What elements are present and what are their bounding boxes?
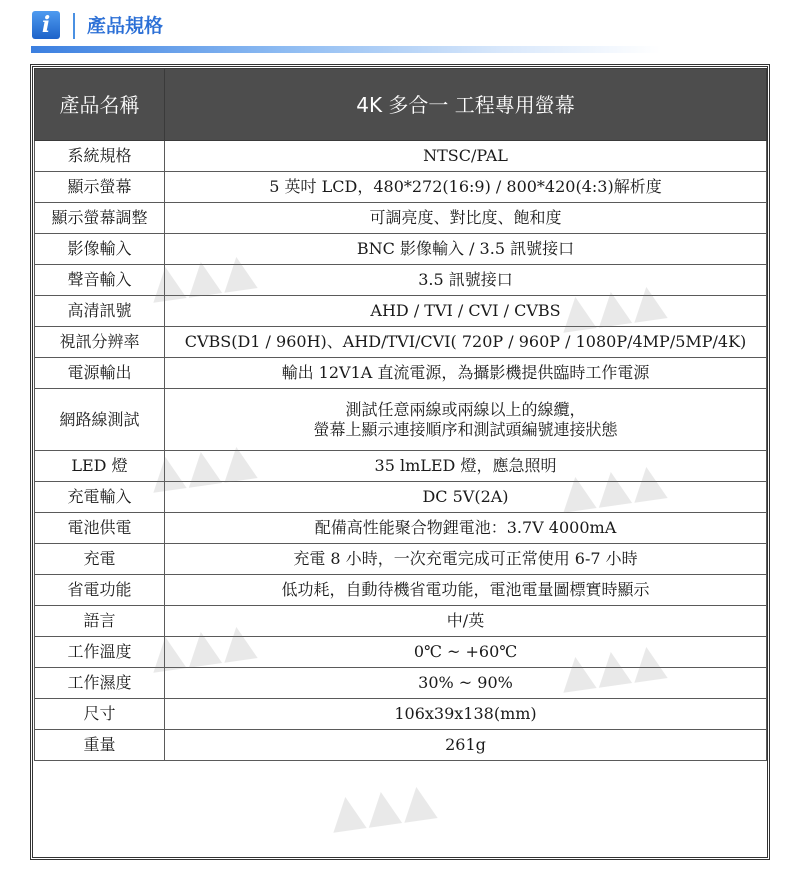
row-value: 低功耗，自動待機省電功能，電池電量圖標實時顯示 xyxy=(165,575,767,606)
header-label: 產品名稱 xyxy=(35,69,165,141)
table-row xyxy=(35,327,767,358)
section-title: 產品規格 xyxy=(87,15,164,37)
row-label: 重量 xyxy=(35,730,165,761)
row-value: 5 英吋 LCD，480*272(16:9) / 800*420(4:3)解析度 xyxy=(165,172,767,203)
row-value: CVBS(D1 / 960H)、AHD/TVI/CVI( 720P / 960P / 1080P/4MP/5MP/4K) xyxy=(165,327,767,358)
row-label: 網路線測試 xyxy=(35,389,165,451)
table-header-row xyxy=(35,69,767,141)
watermark-mark: ▲▲▲ xyxy=(146,612,261,679)
table-row xyxy=(35,699,767,730)
watermark-mark: ▲▲▲ xyxy=(146,242,261,309)
row-value-line: 螢幕上顯示連接順序和測試頭編號連接狀態 xyxy=(313,419,618,439)
row-value: 中/英 xyxy=(165,606,767,637)
row-value: BNC 影像輸入 / 3.5 訊號接口 xyxy=(165,234,767,265)
row-label: 充電 xyxy=(35,544,165,575)
table-row xyxy=(35,513,767,544)
table-row xyxy=(35,451,767,482)
table-row xyxy=(35,389,767,451)
row-value: 0℃ ~ +60℃ xyxy=(165,637,767,668)
watermark-mark: ▲▲▲ xyxy=(146,432,261,499)
header-underline xyxy=(31,46,661,53)
row-value: 261g xyxy=(165,730,767,761)
table-row xyxy=(35,265,767,296)
row-value: 充電 8 小時，一次充電完成可正常使用 6-7 小時 xyxy=(165,544,767,575)
table-row xyxy=(35,606,767,637)
row-value: NTSC/PAL xyxy=(165,141,767,172)
watermark-mark: ▲▲▲ xyxy=(556,452,671,519)
row-value: 30% ~ 90% xyxy=(165,668,767,699)
table-row xyxy=(35,358,767,389)
row-label: 電池供電 xyxy=(35,513,165,544)
header-product-name: 4K 多合一 工程專用螢幕 xyxy=(165,69,767,141)
table-row xyxy=(35,172,767,203)
row-label: 系統規格 xyxy=(35,141,165,172)
table-row xyxy=(35,544,767,575)
spec-table xyxy=(34,68,767,761)
row-value: 35 lmLED 燈，應急照明 xyxy=(165,451,767,482)
table-row xyxy=(35,637,767,668)
watermark-mark: ▲▲▲ xyxy=(556,272,671,339)
row-label: 語言 xyxy=(35,606,165,637)
table-row xyxy=(35,668,767,699)
table-row xyxy=(35,141,767,172)
row-label: 影像輸入 xyxy=(35,234,165,265)
row-value: 106x39x138(mm) xyxy=(165,699,767,730)
row-value: AHD / TVI / CVI / CVBS xyxy=(165,296,767,327)
info-icon: i xyxy=(32,11,60,39)
table-row xyxy=(35,234,767,265)
row-value-line: 測試任意兩線或兩線以上的線纜， xyxy=(345,399,586,419)
row-label: 電源輸出 xyxy=(35,358,165,389)
row-label: 高清訊號 xyxy=(35,296,165,327)
row-label: 工作濕度 xyxy=(35,668,165,699)
row-value xyxy=(165,389,767,451)
row-label: 顯示螢幕調整 xyxy=(35,203,165,234)
watermark-mark: ▲▲▲ xyxy=(326,772,441,839)
table-row xyxy=(35,482,767,513)
header-divider xyxy=(73,13,75,39)
row-label: 顯示螢幕 xyxy=(35,172,165,203)
watermark-mark: ▲▲▲ xyxy=(556,632,671,699)
table-row xyxy=(35,203,767,234)
row-label: 尺寸 xyxy=(35,699,165,730)
row-label: 省電功能 xyxy=(35,575,165,606)
row-label: 聲音輸入 xyxy=(35,265,165,296)
row-value: DC 5V(2A) xyxy=(165,482,767,513)
row-value: 輸出 12V1A 直流電源，為攝影機提供臨時工作電源 xyxy=(165,358,767,389)
row-value: 配備高性能聚合物鋰電池：3.7V 4000mA xyxy=(165,513,767,544)
row-label: 充電輸入 xyxy=(35,482,165,513)
section-header xyxy=(31,7,771,47)
row-label: 視訊分辨率 xyxy=(35,327,165,358)
table-row xyxy=(35,296,767,327)
table-row xyxy=(35,730,767,761)
row-value: 可調亮度、對比度、飽和度 xyxy=(165,203,767,234)
table-row xyxy=(35,575,767,606)
row-label: 工作溫度 xyxy=(35,637,165,668)
row-label: LED 燈 xyxy=(35,451,165,482)
row-value: 3.5 訊號接口 xyxy=(165,265,767,296)
